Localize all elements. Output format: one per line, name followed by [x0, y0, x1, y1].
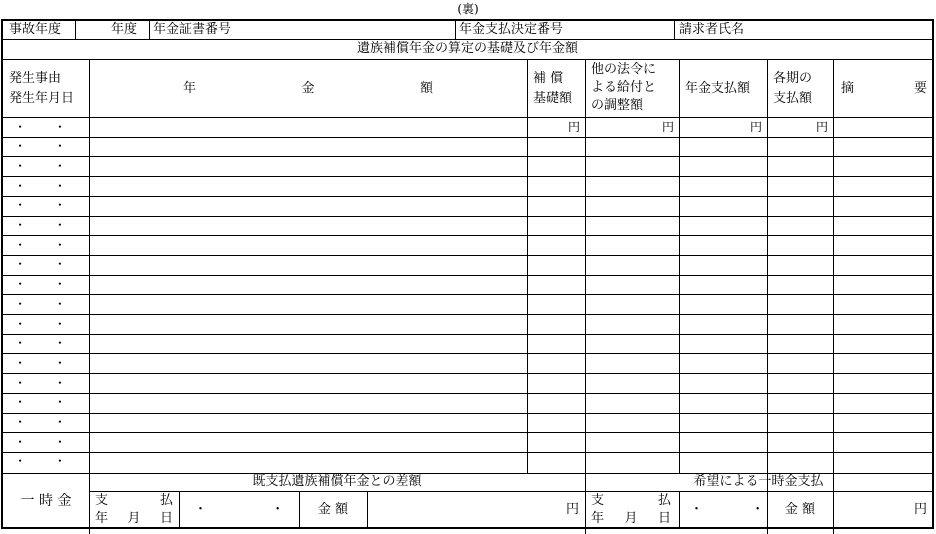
table-row-divider: [3, 216, 932, 217]
diff-date-dots: ・ ・: [194, 502, 315, 517]
req-yen: 円: [913, 502, 927, 517]
periodic-payment-label-1: 各期の: [773, 71, 813, 86]
req-month-char: 月: [624, 511, 638, 526]
row-date-placeholder: ・ ・: [14, 139, 78, 154]
adjustment-label-2: よる給付と: [591, 80, 657, 95]
req-day-char: 日: [657, 511, 671, 526]
lump-sum-label: 一 時 金: [20, 493, 72, 509]
col-sep-annual: [527, 60, 528, 473]
table-row-divider: [3, 275, 932, 276]
row-date-placeholder: ・ ・: [14, 257, 78, 272]
diff-month-char: 月: [127, 511, 141, 526]
table-row-divider: [3, 156, 932, 157]
row-date-placeholder: ・ ・: [14, 198, 78, 213]
table-row-divider: [3, 235, 932, 236]
diff-amount-label: 金 額: [317, 502, 349, 517]
table-row-divider: [3, 452, 932, 453]
yen-base: 円: [567, 120, 580, 134]
table-row-divider: [3, 137, 932, 138]
diff-year-char: 年: [95, 511, 109, 526]
difference-title: 既支払遺族補償年金との差額: [252, 474, 422, 489]
table-row-divider: [3, 373, 932, 374]
compensation-base-label-2: 基礎額: [533, 91, 573, 106]
row-date-placeholder: ・ ・: [14, 415, 78, 429]
year-label: 年度: [111, 22, 138, 37]
row-date-placeholder: ・ ・: [14, 395, 78, 410]
header-divider: [3, 39, 932, 40]
row-date-placeholder: ・ ・: [14, 355, 78, 370]
annual-amount-char-1: 年: [183, 81, 197, 96]
table-row-divider: [3, 393, 932, 394]
adjustment-label-3: の調整額: [591, 98, 644, 113]
diff-pay-char-1: 支: [95, 493, 109, 508]
table-row-divider: [3, 314, 932, 315]
row-date-placeholder: ・ ・: [14, 178, 78, 193]
remarks-header: [841, 81, 927, 97]
header-sep-4: [674, 21, 675, 39]
section-title: 遺族補償年金の算定の基礎及び年金額: [356, 41, 578, 56]
req-date-dots: ・ ・: [690, 502, 787, 517]
row-date-placeholder: ・ ・: [14, 316, 78, 331]
row-date-placeholder: ・ ・: [14, 296, 78, 311]
row-date-placeholder: ・ ・: [14, 375, 78, 390]
annual-amount-header: [183, 81, 433, 97]
row-date-placeholder: ・ ・: [14, 119, 78, 134]
diff-pay-label-top: [95, 493, 173, 509]
row-date-placeholder: ・ ・: [14, 434, 78, 449]
pension-calculation-form: [1, 19, 934, 529]
row-date-placeholder: ・ ・: [14, 158, 78, 173]
req-pay-label-bottom: [591, 511, 671, 527]
header-sep-1: [75, 21, 76, 39]
col-sep-payment: [767, 60, 768, 534]
occurrence-label-1: 発生事由: [9, 71, 62, 86]
page-reverse-mark: (裏): [457, 2, 479, 16]
remarks-char-2: 要: [913, 81, 927, 96]
table-row-divider: [3, 432, 932, 433]
table-row-divider: [3, 176, 932, 177]
diff-pay-char-2: 払: [159, 493, 173, 508]
remarks-char-1: 摘: [841, 81, 855, 96]
annual-amount-char-2: 金: [301, 81, 315, 96]
row-date-placeholder: ・ ・: [14, 218, 78, 232]
yen-periodic: 円: [815, 120, 828, 134]
yen-adjustment: 円: [661, 120, 674, 134]
row-date-placeholder: ・ ・: [14, 454, 78, 469]
col-sep-adjust: [679, 60, 680, 473]
payment-amount-label: 年金支払額: [685, 81, 751, 96]
claimant-name-label: 請求者氏名: [679, 22, 745, 37]
req-pay-label-top: [591, 493, 671, 509]
table-row-divider: [3, 255, 932, 256]
diff-day-char: 日: [159, 511, 173, 526]
req-amount-label: 金 額: [784, 502, 816, 517]
req-pay-char-2: 払: [657, 493, 671, 508]
certificate-number-label: 年金証書番号: [153, 22, 232, 37]
req-pay-char-1: 支: [591, 493, 605, 508]
table-row-divider: [3, 353, 932, 354]
table-row-divider: [3, 294, 932, 295]
section-divider: [3, 59, 932, 60]
col-sep-date: [89, 60, 90, 534]
header-sep-3: [455, 21, 456, 39]
periodic-payment-label-2: 支払額: [773, 91, 813, 106]
col-sep-periodic: [833, 60, 834, 534]
req-year-char: 年: [591, 511, 605, 526]
request-title: 希望による一時金支払: [693, 474, 824, 489]
table-row-divider: [3, 196, 932, 197]
annual-amount-char-3: 額: [419, 81, 433, 96]
diff-pay-label-bottom: [95, 511, 173, 527]
table-row-divider: [3, 334, 932, 335]
yen-payment: 円: [749, 120, 762, 134]
table-row-divider: [3, 413, 932, 414]
bottom-title-divider: [89, 491, 932, 492]
compensation-base-label-1: 補 償: [533, 71, 564, 86]
occurrence-label-2: 発生年月日: [9, 91, 75, 106]
col-sep-base: [585, 60, 586, 534]
accident-year-label: 事故年度: [9, 22, 62, 37]
diff-yen: 円: [565, 502, 579, 517]
payment-decision-number-label: 年金支払決定番号: [459, 22, 564, 37]
row-date-placeholder: ・ ・: [14, 336, 78, 351]
row-date-placeholder: ・ ・: [14, 277, 78, 292]
header-sep-2: [149, 21, 150, 39]
adjustment-label-1: 他の法令に: [591, 62, 657, 77]
row-date-placeholder: ・ ・: [14, 237, 78, 252]
